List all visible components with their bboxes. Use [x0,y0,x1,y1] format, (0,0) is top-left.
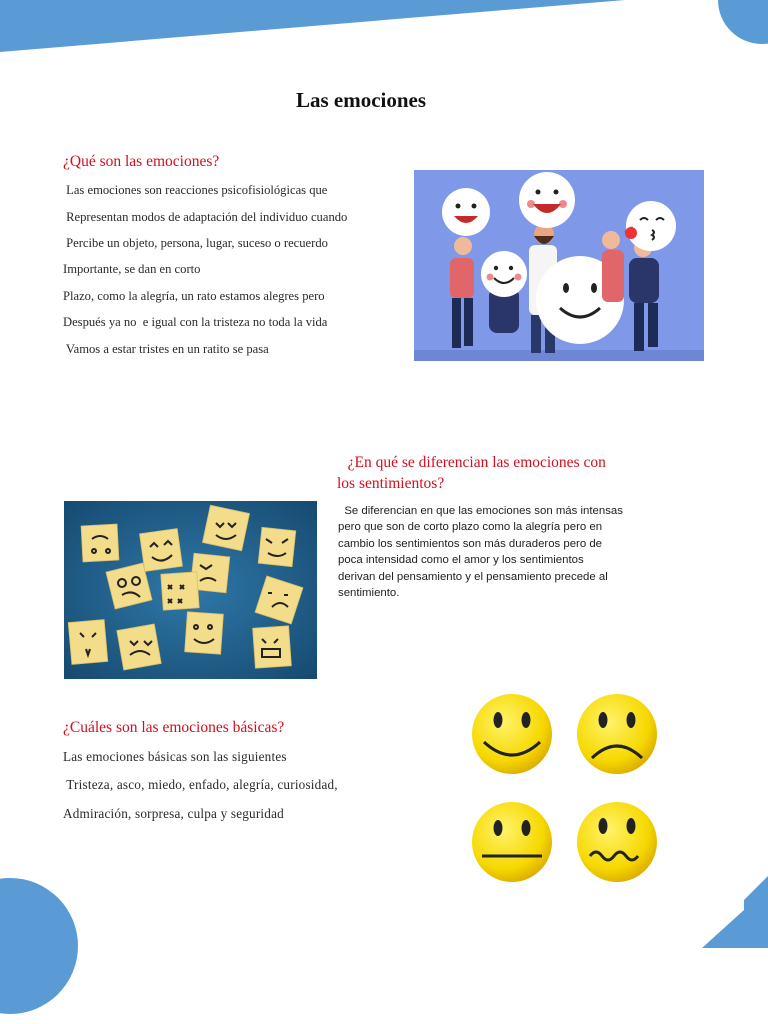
top-right-circle-shape [710,0,768,50]
section2-paragraph-line: pero que son de corto plazo como la alegría pero en [338,521,603,534]
section3-line: Las emociones básicas son las siguientes [63,749,287,764]
section3-line: Tristeza, asco, miedo, enfado, alegría, curiosidad, [63,777,338,792]
section3-heading: ¿Cuáles son las emociones básicas? [63,719,285,736]
section1-line: Plazo, como la alegría, un rato estamos alegres pero [63,289,325,303]
basic-emotions-emoji-image [462,692,674,888]
top-left-banner-shape [0,0,640,56]
section3-line: Admiración, sorpresa, culpa y seguridad [63,806,284,821]
section2-paragraph-line: poca intensidad como el amor y los sentimientos [338,554,584,567]
section2-paragraph [338,503,668,601]
section1-line: Vamos a estar tristes en un ratito se pasa [63,342,269,356]
section1-line: Representan modos de adaptación del individuo cuando [63,210,348,224]
section2-paragraph-line: derivan del pensamiento y el pensamiento precede al [338,570,608,583]
section2-paragraph-line: cambio los sentimientos son más duraderos pero de [338,537,603,550]
section2-paragraph-line: Se diferencian en que las emociones son más intensas [338,505,623,517]
section1-line: Después ya no e igual con la tristeza no toda la vida [63,315,328,329]
section1-line: Las emociones son reacciones psicofisiológicas que [63,183,328,197]
section2-paragraph-line: sentimiento. [338,587,400,600]
section2-heading-line2: los sentimientos? [337,475,445,492]
section1-line: Percibe un objeto, persona, lugar, suceso o recuerdo [63,236,328,250]
section1-heading: ¿Qué son las emociones? [63,153,220,170]
sticky-notes-faces-image [64,501,317,679]
people-with-emoji-faces-image [414,170,704,361]
bottom-right-corner-shape [700,870,768,950]
section2-heading-line1: ¿En qué se diferencian las emociones con [336,454,606,471]
bottom-left-circle-shape [0,870,82,1024]
section1-line: Importante, se dan en corto [63,262,201,276]
page-title: Las emociones [295,88,427,112]
